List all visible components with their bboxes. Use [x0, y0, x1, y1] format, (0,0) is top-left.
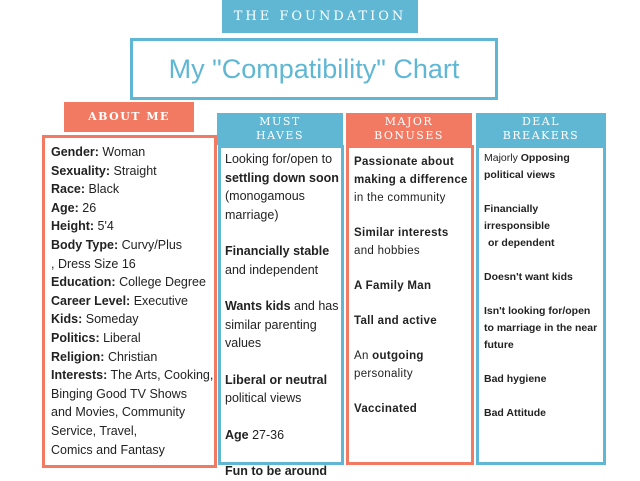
deal-item-financial — [484, 201, 601, 252]
about-race — [51, 180, 214, 199]
major-item-2-bold: Similar interests — [354, 227, 449, 239]
about-kids — [51, 310, 214, 329]
major-item-5-rest: personality — [354, 368, 413, 380]
about-interests-line2 — [51, 385, 214, 404]
header-must-haves — [217, 113, 343, 145]
major-item-6-bold: Vaccinated — [354, 403, 418, 415]
about-career — [51, 292, 214, 311]
must-item-3-rest: and has similar parenting values — [225, 299, 339, 350]
about-sexuality-label: Sexuality: — [51, 163, 111, 178]
must-item-6-bold: Fun to be around — [225, 464, 328, 478]
must-item-financial — [225, 242, 341, 279]
major-item-4-bold: Tall and active — [354, 315, 437, 327]
deal-item-political — [484, 150, 601, 184]
about-gender — [51, 143, 214, 162]
must-item-age — [225, 426, 341, 445]
banner-text: THE FOUNDATION — [233, 9, 407, 24]
about-career-label: Career Level: — [51, 293, 131, 308]
about-politics-value: Liberal — [103, 330, 141, 345]
about-age-value: 26 — [82, 200, 97, 215]
about-religion — [51, 348, 214, 367]
header-major-line1: MAJOR — [384, 115, 434, 128]
about-sexuality-value: Straight — [113, 163, 157, 178]
must-item-1-rest: (monogamous marriage) — [225, 189, 305, 222]
about-religion-label: Religion: — [51, 349, 105, 364]
deal-breakers-box — [476, 145, 606, 465]
major-item-tall-active — [354, 312, 469, 330]
about-age-label: Age: — [51, 200, 79, 215]
header-about-me-label: ABOUT ME — [88, 110, 170, 123]
about-race-label: Race: — [51, 182, 86, 197]
about-education-label: Education: — [51, 275, 116, 290]
about-career-value: Executive — [133, 293, 188, 308]
deal-item-1-bold: Opposing political views — [484, 152, 570, 181]
about-age — [51, 199, 214, 218]
about-body-type-cont — [51, 255, 214, 274]
must-item-5-rest: 27-36 — [252, 427, 285, 442]
must-item-fun — [225, 462, 341, 481]
about-kids-value: Someday — [85, 312, 139, 327]
header-about-me — [64, 102, 194, 132]
major-item-2-rest: and hobbies — [354, 245, 420, 257]
header-major-bonuses — [346, 113, 472, 145]
must-item-5-bold: Age — [225, 427, 249, 442]
about-race-value: Black — [88, 182, 120, 197]
about-sexuality — [51, 162, 214, 181]
about-interests-3: and Movies, Community — [51, 405, 186, 420]
deal-item-hygiene — [484, 371, 601, 388]
about-politics-label: Politics: — [51, 330, 100, 345]
about-education — [51, 273, 214, 292]
major-item-5-prefix: An — [354, 350, 369, 362]
major-item-interests — [354, 224, 469, 260]
major-item-1-rest: in the community — [354, 192, 446, 204]
major-item-5-bold: outgoing — [372, 350, 424, 362]
deal-item-2-bold: Financially irresponsible — [484, 203, 550, 232]
about-kids-label: Kids: — [51, 312, 83, 327]
header-must-line2: HAVES — [256, 129, 304, 142]
about-politics — [51, 329, 214, 348]
must-item-2-rest: and independent — [225, 262, 319, 277]
major-item-family-man — [354, 277, 469, 295]
deal-item-attitude — [484, 405, 601, 422]
about-gender-value: Woman — [102, 145, 146, 159]
about-interests-line3 — [51, 403, 214, 422]
about-interests-line5 — [51, 441, 214, 460]
major-item-1-bold: Passionate about making a difference — [354, 156, 468, 186]
must-item-kids — [225, 297, 341, 353]
about-body-cont: , Dress Size 16 — [51, 256, 136, 271]
must-item-3-bold: Wants kids — [225, 299, 291, 313]
about-interests — [51, 366, 214, 385]
about-body-label: Body Type: — [51, 237, 119, 252]
deal-item-6-bold: Bad Attitude — [484, 407, 547, 419]
must-item-2-bold: Financially stable — [225, 244, 330, 258]
about-interests-2: Binging Good TV Shows — [51, 386, 187, 401]
header-deal-line2: BREAKERS — [502, 129, 580, 142]
about-height — [51, 217, 214, 236]
deal-item-3-bold: Doesn't want kids — [484, 271, 573, 283]
deal-item-1-prefix: Majorly — [484, 152, 518, 164]
major-bonuses-box — [346, 145, 474, 465]
header-deal-breakers — [476, 113, 606, 145]
header-must-line1: MUST — [259, 115, 301, 128]
page-title: My "Compatibility" Chart — [168, 53, 460, 84]
about-interests-5: Comics and Fantasy — [51, 442, 165, 457]
about-education-value: College Degree — [119, 275, 206, 290]
major-item-outgoing — [354, 347, 469, 383]
must-haves-box — [218, 145, 344, 478]
must-item-1-prefix: Looking for/open to — [225, 152, 333, 166]
about-interests-1: The Arts, Cooking, — [110, 368, 214, 383]
deal-item-kids — [484, 269, 601, 286]
deal-item-marriage — [484, 303, 601, 354]
must-item-politics — [225, 371, 341, 408]
about-religion-value: Christian — [107, 349, 158, 364]
about-body-value: Curvy/Plus — [121, 237, 183, 252]
about-interests-4: Service, Travel, — [51, 423, 138, 438]
header-deal-line1: DEAL — [521, 115, 561, 128]
major-item-3-bold: A Family Man — [354, 280, 432, 292]
about-me-box — [42, 135, 217, 468]
must-item-settling-down — [225, 150, 341, 224]
about-body-type — [51, 236, 214, 255]
must-item-4-bold: Liberal or neutral — [225, 372, 328, 387]
title-box — [130, 38, 498, 100]
about-interests-line4 — [51, 422, 214, 441]
about-height-label: Height: — [51, 219, 95, 234]
about-height-value: 5'4 — [97, 219, 114, 234]
about-gender-label: Gender: — [51, 145, 99, 159]
major-item-vaccinated — [354, 400, 469, 418]
foundation-banner — [222, 0, 418, 33]
deal-item-2-rest: or dependent — [488, 237, 555, 249]
header-major-line2: BONUSES — [374, 129, 444, 142]
deal-item-4-bold: Isn't looking for/open to marriage in the near future — [484, 305, 598, 351]
deal-item-5-bold: Bad hygiene — [484, 373, 547, 385]
major-item-passionate — [354, 153, 469, 207]
about-interests-label: Interests: — [51, 368, 108, 383]
must-item-1-bold: settling down soon — [225, 170, 339, 185]
must-item-4-rest: political views — [225, 391, 302, 405]
